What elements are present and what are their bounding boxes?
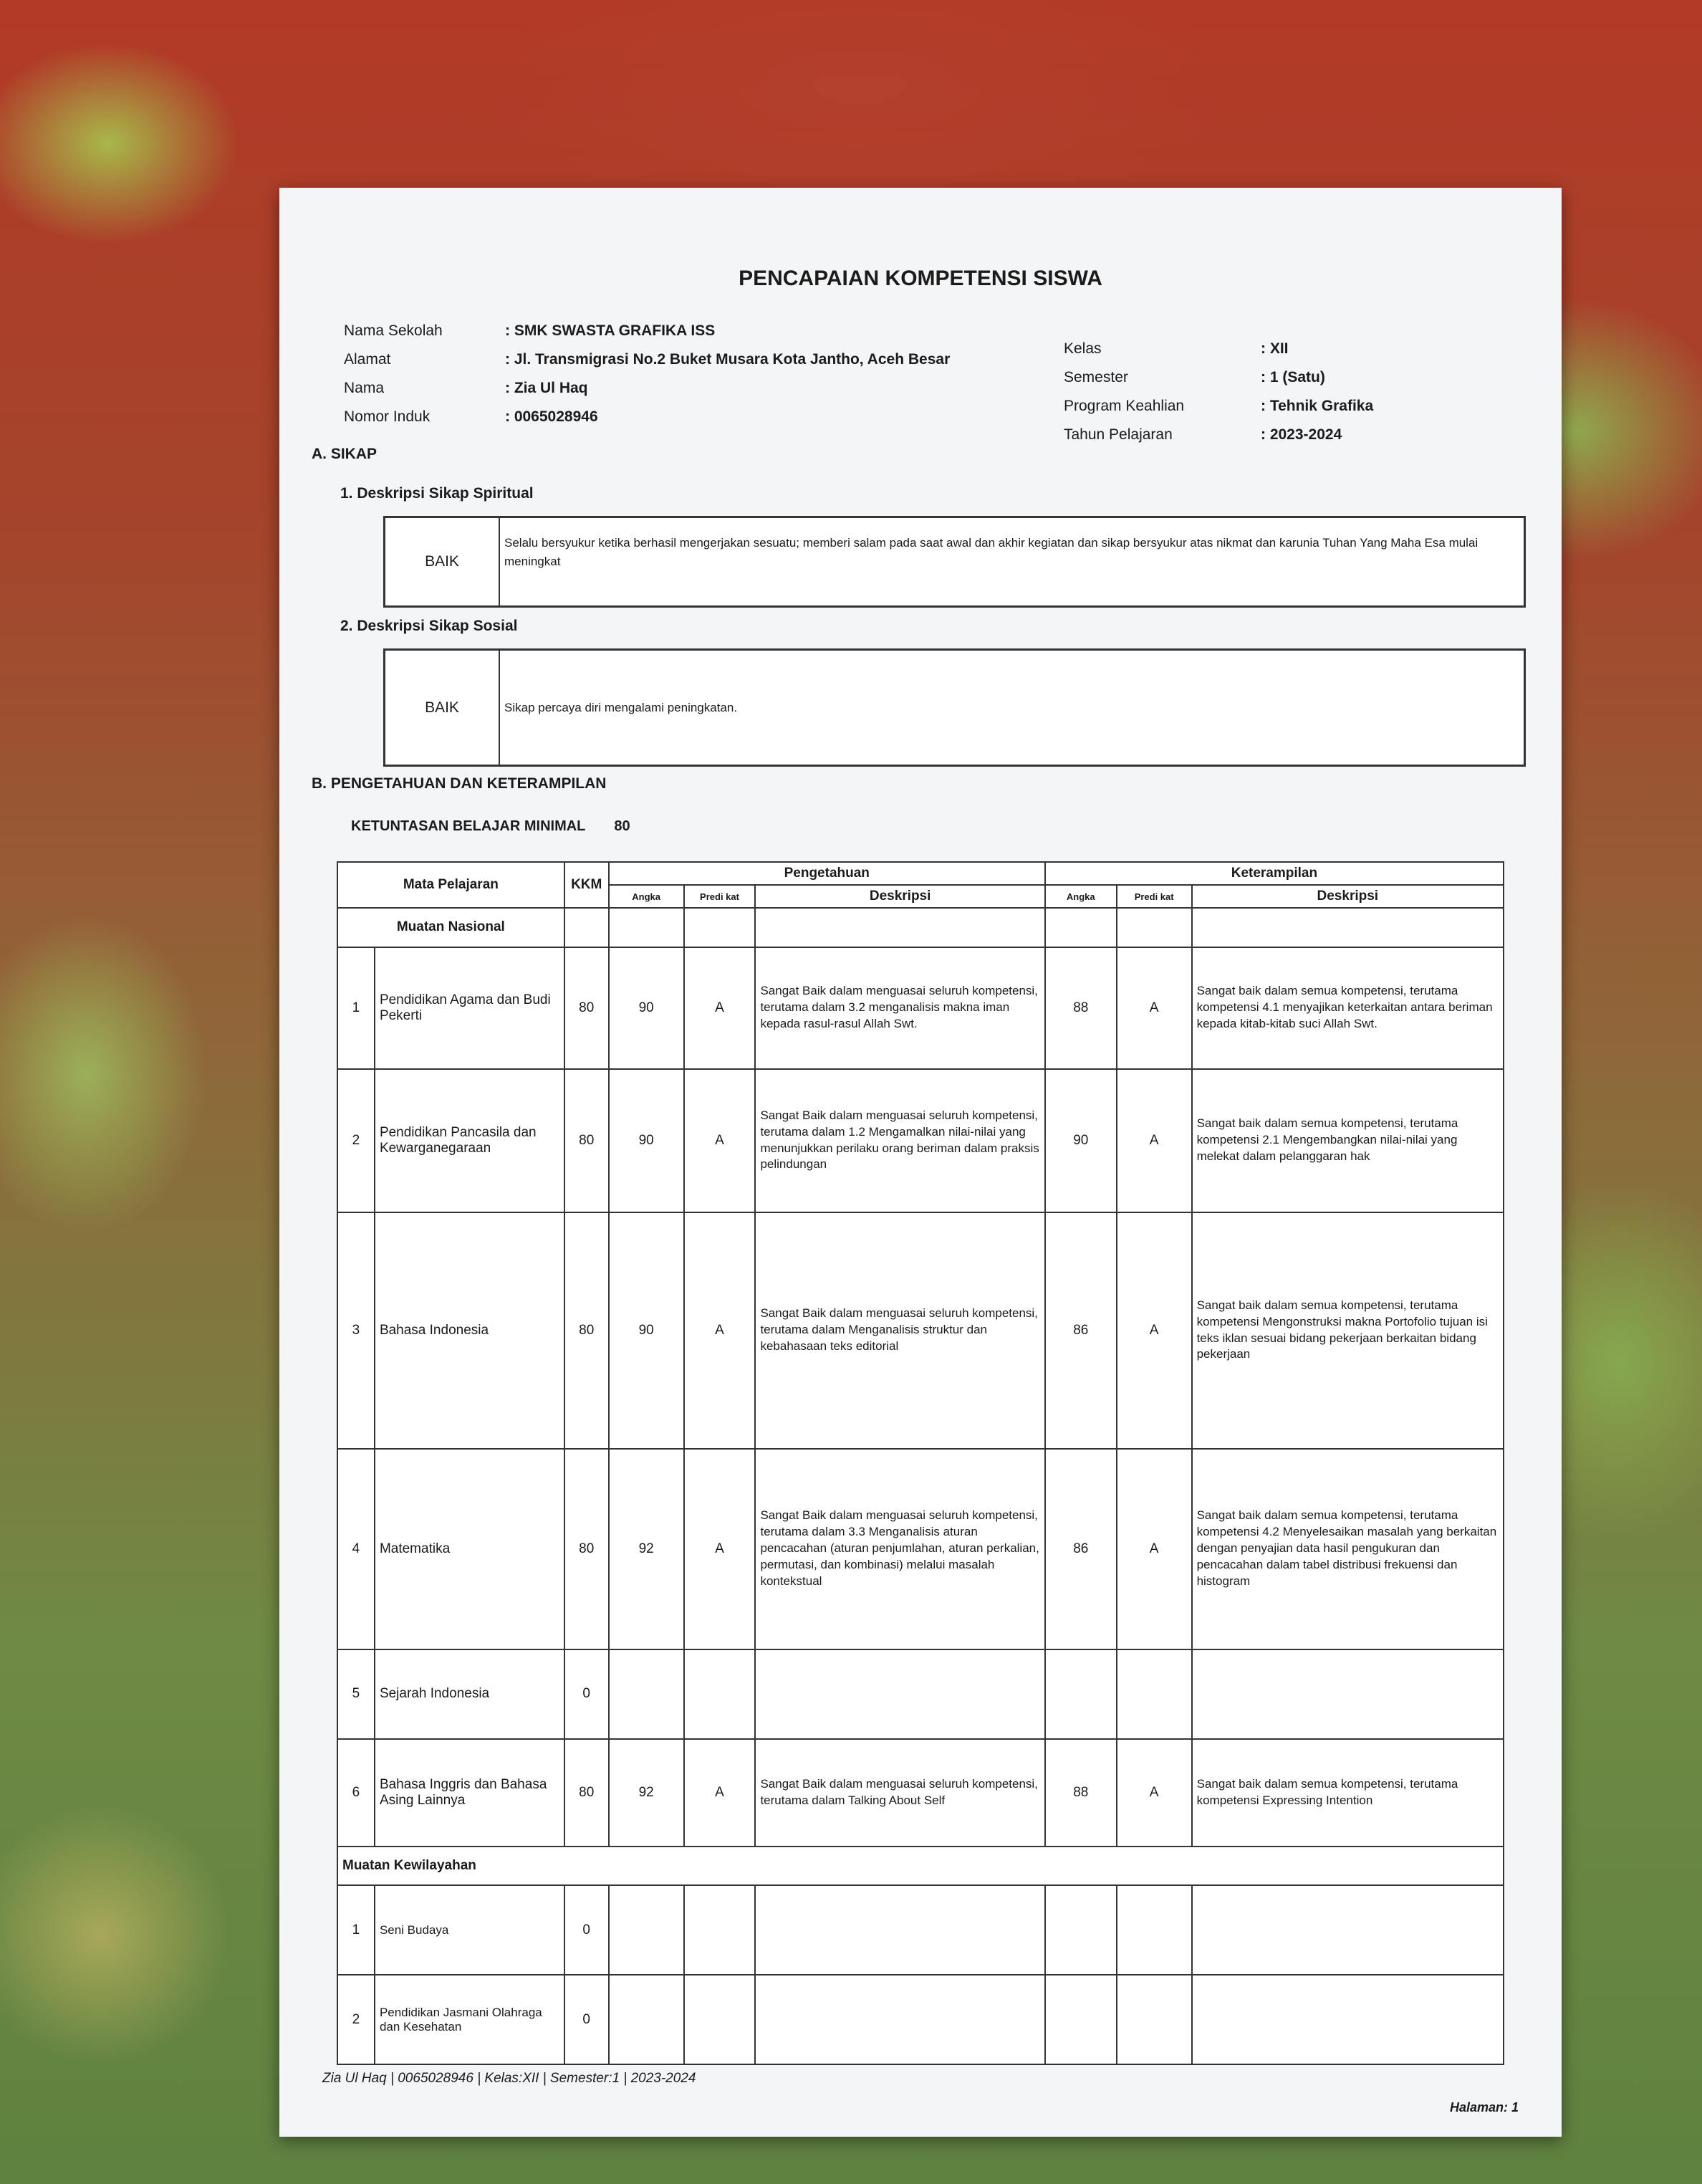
row-number: 6 [337, 1739, 375, 1847]
k-deskripsi-cell: Sangat baik dalam semua kompetensi, terutama kompetensi Mengonstruksi makna Portofolio tujuan isi teks iklan sesuai bidang pekerjaan berkaitan bidang pekerjaan [1192, 1212, 1504, 1449]
row-number: 2 [337, 1975, 375, 2064]
subject-name: Bahasa Indonesia [375, 1212, 564, 1449]
k-angka-cell: 86 [1045, 1212, 1117, 1449]
header-p-deskripsi: Deskripsi [755, 885, 1044, 908]
kkm-line [351, 818, 630, 835]
table-row [337, 1212, 1504, 1449]
kkm-cell: 80 [564, 1739, 609, 1847]
p-angka-cell [609, 1649, 684, 1739]
k-deskripsi-cell [1192, 1649, 1504, 1739]
info-value: : Zia Ul Haq [505, 380, 588, 396]
row-number: 3 [337, 1212, 375, 1449]
k-angka-cell: 88 [1045, 947, 1117, 1069]
subject-name: Pendidikan Pancasila dan Kewarganegaraan [375, 1069, 564, 1212]
info-label: Tahun Pelajaran [1064, 426, 1173, 443]
header-p-angka: Angka [609, 885, 684, 908]
info-value: : XII [1261, 340, 1289, 357]
k-predikat-cell: A [1117, 1449, 1192, 1649]
info-value: : 1 (Satu) [1261, 369, 1325, 385]
p-angka-cell: 90 [609, 947, 684, 1069]
k-angka-cell: 88 [1045, 1739, 1117, 1847]
k-predikat-cell: A [1117, 1739, 1192, 1847]
table-row [337, 1649, 1504, 1739]
footer-page-number: Halaman: 1 [1449, 2100, 1519, 2114]
spiritual-box [383, 516, 1526, 608]
subject-name: Sejarah Indonesia [375, 1649, 564, 1739]
spiritual-grade: BAIK [385, 518, 500, 605]
row-number: 5 [337, 1649, 375, 1739]
p-deskripsi-cell: Sangat Baik dalam menguasai seluruh kompetensi, terutama dalam 3.3 Menganalisis aturan pencacahan (aturan penjumlahan, aturan perkalian, permutasi, dan kombinasi) melalui masalah kontekstual [755, 1449, 1044, 1649]
row-number: 1 [337, 1885, 375, 1975]
k-deskripsi-cell: Sangat baik dalam semua kompetensi, terutama kompetensi 4.1 menyajikan keterkaitan antara beriman kepada kitab-kitab suci Allah Swt. [1192, 947, 1504, 1069]
header-k-predikat: Predi kat [1117, 885, 1192, 908]
group-row-kewilayahan [337, 1847, 1504, 1886]
subject-name: Seni Budaya [375, 1885, 564, 1975]
k-angka-cell: 90 [1045, 1069, 1117, 1212]
header-pengetahuan: Pengetahuan [609, 862, 1045, 885]
info-row [1064, 421, 1373, 449]
header-k-deskripsi: Deskripsi [1192, 885, 1504, 908]
subject-name: Bahasa Inggris dan Bahasa Asing Lainnya [375, 1739, 564, 1847]
table-row [337, 1975, 1504, 2064]
report-card-page [279, 188, 1562, 2137]
info-label: Nomor Induk [344, 408, 431, 425]
info-value: : 2023-2024 [1261, 426, 1342, 443]
header-k-angka: Angka [1045, 885, 1117, 908]
info-value: : SMK SWASTA GRAFIKA ISS [505, 322, 716, 339]
p-predikat-cell: A [684, 1069, 756, 1212]
k-predikat-cell: A [1117, 947, 1192, 1069]
kkm-cell: 0 [564, 1975, 609, 2064]
row-number: 4 [337, 1449, 375, 1649]
k-angka-cell [1045, 1649, 1117, 1739]
p-predikat-cell: A [684, 947, 756, 1069]
kkm-value: 80 [614, 818, 630, 834]
p-predikat-cell [684, 1649, 756, 1739]
table-row [337, 1739, 1504, 1847]
k-predikat-cell: A [1117, 1212, 1192, 1449]
student-info-right [1064, 335, 1373, 449]
table-row [337, 1449, 1504, 1649]
info-label: Semester [1064, 369, 1128, 385]
subject-name: Pendidikan Jasmani Olahraga dan Kesehatan [375, 1975, 564, 2064]
p-deskripsi-cell: Sangat Baik dalam menguasai seluruh kompetensi, terutama dalam Talking About Self [755, 1739, 1044, 1847]
k-angka-cell: 86 [1045, 1449, 1117, 1649]
p-deskripsi-cell: Sangat Baik dalam menguasai seluruh kompetensi, terutama dalam 1.2 Mengamalkan nilai-nilai yang menunjukkan perilaku orang beriman dalam praksis pelindungan [755, 1069, 1044, 1212]
kkm-cell: 80 [564, 1212, 609, 1449]
sosial-grade: BAIK [385, 651, 500, 765]
sosial-heading: 2. Deskripsi Sikap Sosial [340, 618, 518, 634]
p-deskripsi-cell: Sangat Baik dalam menguasai seluruh kompetensi, terutama dalam Menganalisis struktur dan kebahasaan teks editorial [755, 1212, 1044, 1449]
table-row [337, 947, 1504, 1069]
k-deskripsi-cell: Sangat baik dalam semua kompetensi, terutama kompetensi 2.1 Mengembangkan nilai-nilai yang melekat dalam pelanggaran hak [1192, 1069, 1504, 1212]
k-predikat-cell [1117, 1649, 1192, 1739]
header-kkm: KKM [564, 862, 609, 908]
spiritual-description: Selalu bersyukur ketika berhasil mengerjakan sesuatu; memberi salam pada saat awal dan akhir kegiatan dan sikap bersyukur atas nikmat dan karunia Tuhan Yang Maha Esa mulai meningkat [504, 536, 1479, 568]
table-row [337, 1885, 1504, 1975]
group-label: Muatan Kewilayahan [337, 1847, 1504, 1886]
page-title: PENCAPAIAN KOMPETENSI SISWA [739, 267, 1102, 290]
p-angka-cell: 92 [609, 1449, 684, 1649]
info-label: Kelas [1064, 340, 1102, 357]
info-value: : Jl. Transmigrasi No.2 Buket Musara Kota Jantho, Aceh Besar [505, 351, 951, 368]
info-label: Alamat [344, 351, 391, 368]
section-heading-sikap: A. SIKAP [312, 446, 378, 462]
k-deskripsi-cell: Sangat baik dalam semua kompetensi, terutama kompetensi 4.2 Menyelesaikan masalah yang berkaitan dengan penyajian data hasil pengukuran dan pencacahan dalam tabel distribusi frekuensi dan histogram [1192, 1449, 1504, 1649]
info-row [344, 317, 950, 345]
student-info-left [344, 317, 950, 431]
info-row [1064, 335, 1373, 363]
group-label: Muatan Nasional [337, 908, 564, 947]
grades-table [337, 861, 1504, 2065]
info-row [344, 403, 950, 431]
footer-student-info: Zia Ul Haq | 0065028946 | Kelas:XII | Semester:1 | 2023-2024 [322, 2071, 696, 2086]
table-row [337, 1069, 1504, 1212]
table-header-row [337, 862, 1504, 885]
p-predikat-cell: A [684, 1212, 756, 1449]
spiritual-heading: 1. Deskripsi Sikap Spiritual [340, 485, 534, 502]
info-value: : 0065028946 [505, 408, 598, 425]
info-label: Nama Sekolah [344, 322, 443, 339]
section-heading-pengetahuan: B. PENGETAHUAN DAN KETERAMPILAN [312, 775, 607, 792]
p-deskripsi-cell [755, 1649, 1044, 1739]
kkm-cell: 80 [564, 1069, 609, 1212]
p-angka-cell: 92 [609, 1739, 684, 1847]
kkm-cell: 0 [564, 1885, 609, 1975]
header-keterampilan: Keterampilan [1045, 862, 1504, 885]
info-label: Nama [344, 380, 385, 396]
p-angka-cell: 90 [609, 1069, 684, 1212]
row-number: 1 [337, 947, 375, 1069]
sosial-box [383, 648, 1526, 767]
kkm-cell: 80 [564, 947, 609, 1069]
p-predikat-cell: A [684, 1739, 756, 1847]
info-label: Program Keahlian [1064, 398, 1185, 414]
p-predikat-cell: A [684, 1449, 756, 1649]
subject-name: Matematika [375, 1449, 564, 1649]
row-number: 2 [337, 1069, 375, 1212]
sosial-description: Sikap percaya diri mengalami peningkatan. [504, 700, 738, 714]
kkm-cell: 0 [564, 1649, 609, 1739]
p-angka-cell: 90 [609, 1212, 684, 1449]
header-mata-pelajaran: Mata Pelajaran [337, 862, 564, 908]
subject-name: Pendidikan Agama dan Budi Pekerti [375, 947, 564, 1069]
kkm-cell: 80 [564, 1449, 609, 1649]
info-row [1064, 363, 1373, 392]
group-row-nasional [337, 908, 1504, 947]
header-p-predikat: Predi kat [684, 885, 756, 908]
info-row [344, 374, 950, 403]
k-predikat-cell: A [1117, 1069, 1192, 1212]
info-row [344, 345, 950, 374]
kkm-label: KETUNTASAN BELAJAR MINIMAL [351, 818, 586, 834]
k-deskripsi-cell: Sangat baik dalam semua kompetensi, terutama kompetensi Expressing Intention [1192, 1739, 1504, 1847]
p-deskripsi-cell: Sangat Baik dalam menguasai seluruh kompetensi, terutama dalam 3.2 menganalisis makna iman kepada rasul-rasul Allah Swt. [755, 947, 1044, 1069]
info-value: : Tehnik Grafika [1261, 398, 1374, 414]
info-row [1064, 392, 1373, 421]
